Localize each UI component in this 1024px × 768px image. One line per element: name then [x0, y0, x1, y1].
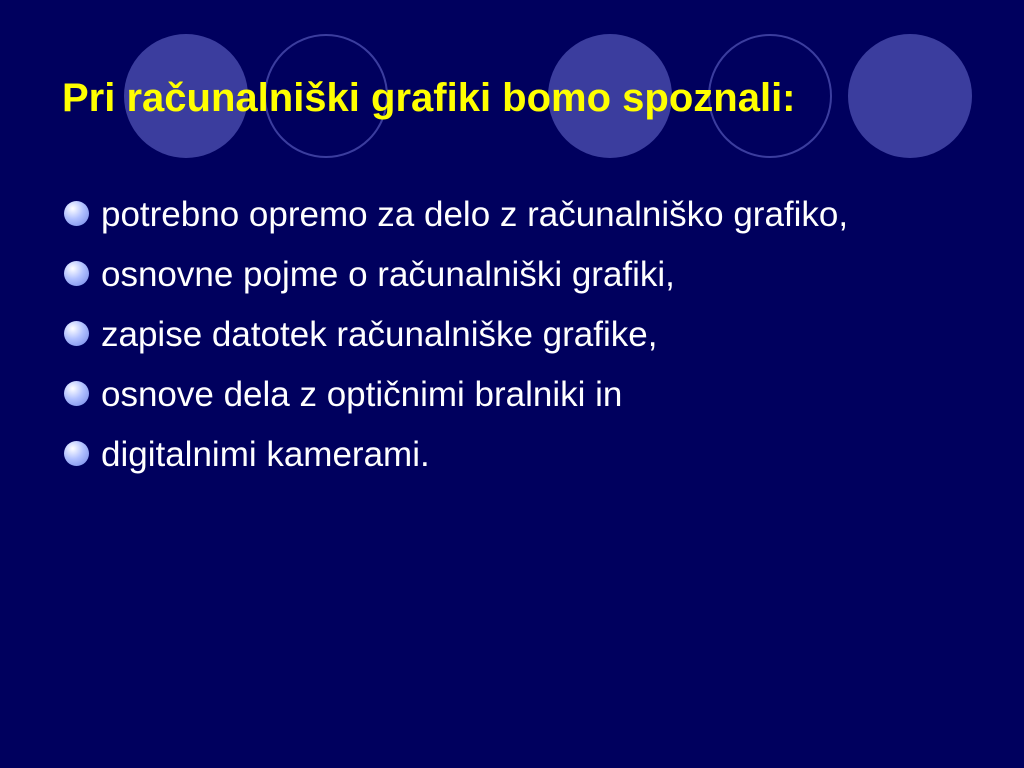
- bullet-dot-icon: [64, 261, 89, 286]
- bullet-dot-icon: [64, 201, 89, 226]
- bullet-item: [64, 369, 964, 421]
- bullet-dot-icon: [64, 441, 89, 466]
- bullet-item: [64, 309, 964, 361]
- bullet-item: [64, 189, 964, 241]
- bullet-dot-icon: [64, 321, 89, 346]
- bullet-dot-icon: [64, 381, 89, 406]
- bullet-text: zapise datotek računalniške grafike,: [101, 315, 658, 354]
- bullet-list: [64, 189, 964, 489]
- bullet-item: [64, 429, 964, 481]
- decorative-circle-filled: [848, 34, 972, 158]
- bullet-text: osnovne pojme o računalniški grafiki,: [101, 255, 675, 294]
- bullet-item: [64, 249, 964, 301]
- slide-title: Pri računalniški grafiki bomo spoznali:: [62, 76, 796, 120]
- bullet-text: osnove dela z optičnimi bralniki in: [101, 375, 623, 414]
- bullet-text: potrebno opremo za delo z računalniško grafiko,: [101, 195, 849, 234]
- bullet-text: digitalnimi kamerami.: [101, 435, 430, 474]
